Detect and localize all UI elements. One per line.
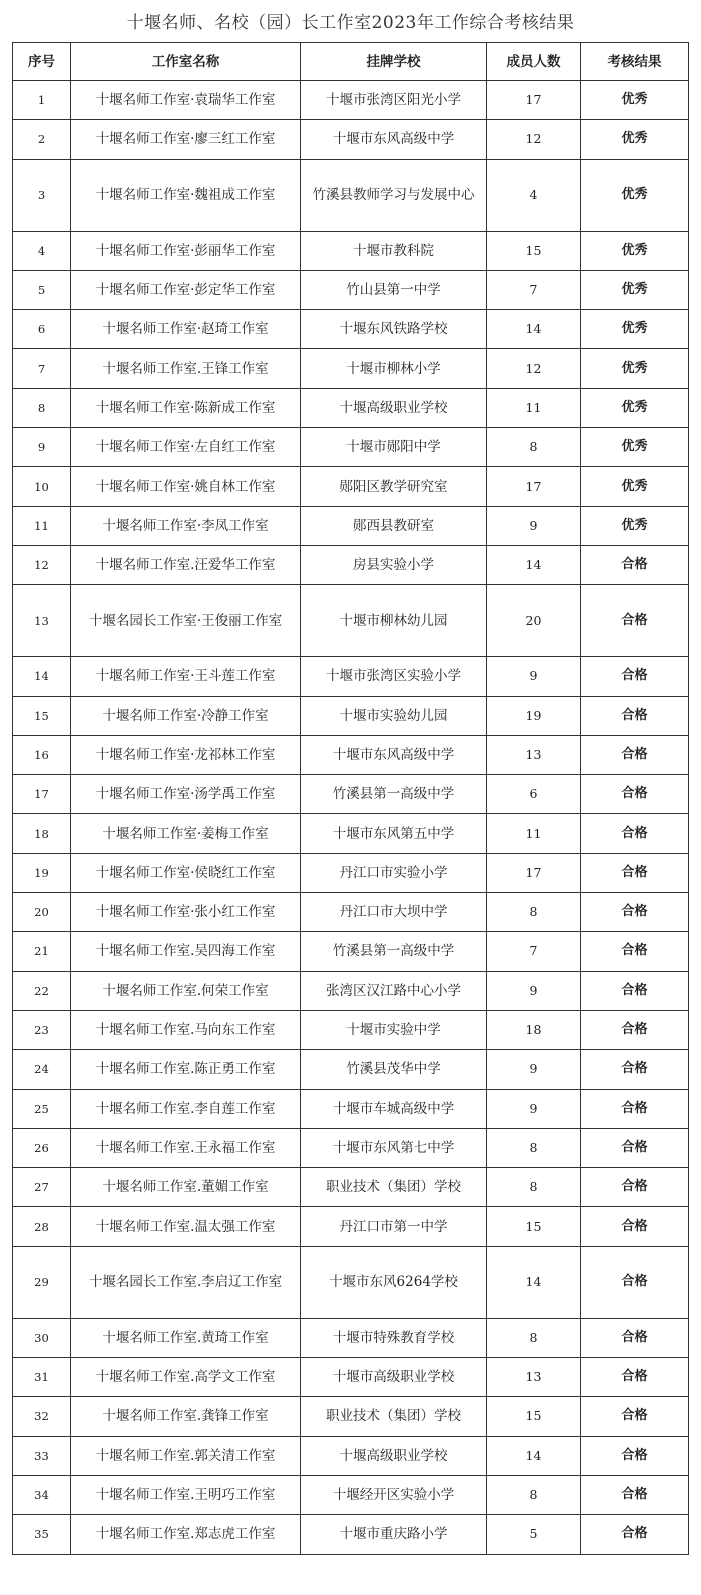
school-cell: 郧西县教研室 xyxy=(301,506,487,545)
result-cell: 合格 xyxy=(581,1515,689,1554)
row-number-cell: 5 xyxy=(13,270,71,309)
result-cell: 合格 xyxy=(581,971,689,1010)
school-cell: 十堰市东风高级中学 xyxy=(301,120,487,159)
row-number-cell: 25 xyxy=(13,1089,71,1128)
member-count-cell: 8 xyxy=(487,428,581,467)
studio-name-cell: 十堰名师工作室.黄琦工作室 xyxy=(71,1318,301,1357)
table-row xyxy=(13,81,689,120)
result-cell: 合格 xyxy=(581,696,689,735)
studio-name-cell: 十堰名师工作室.王永福工作室 xyxy=(71,1128,301,1167)
result-cell: 合格 xyxy=(581,1089,689,1128)
header-studio-name: 工作室名称 xyxy=(71,43,301,81)
member-count-cell: 9 xyxy=(487,657,581,696)
row-number-cell: 31 xyxy=(13,1358,71,1397)
result-cell: 合格 xyxy=(581,1397,689,1436)
table-row xyxy=(13,853,689,892)
header-member-count: 成员人数 xyxy=(487,43,581,81)
row-number-cell: 1 xyxy=(13,81,71,120)
studio-name-cell: 十堰名师工作室.马向东工作室 xyxy=(71,1010,301,1049)
document-title: 十堰名师、名校（园）长工作室2023年工作综合考核结果 xyxy=(126,13,575,33)
member-count-cell: 14 xyxy=(487,545,581,584)
row-number-cell: 9 xyxy=(13,428,71,467)
member-count-cell: 19 xyxy=(487,696,581,735)
row-number-cell: 20 xyxy=(13,893,71,932)
results-table xyxy=(12,42,689,1555)
studio-name-cell: 十堰名师工作室·魏祖成工作室 xyxy=(71,159,301,231)
studio-name-cell: 十堰名师工作室.王明巧工作室 xyxy=(71,1475,301,1514)
school-cell: 十堰市高级职业学校 xyxy=(301,1358,487,1397)
row-number-cell: 2 xyxy=(13,120,71,159)
studio-name-cell: 十堰名师工作室·陈新成工作室 xyxy=(71,388,301,427)
row-number-cell: 15 xyxy=(13,696,71,735)
school-cell: 竹溪县第一高级中学 xyxy=(301,932,487,971)
school-cell: 十堰市特殊教育学校 xyxy=(301,1318,487,1357)
table-row xyxy=(13,1397,689,1436)
table-row xyxy=(13,775,689,814)
row-number-cell: 8 xyxy=(13,388,71,427)
member-count-cell: 8 xyxy=(487,1475,581,1514)
table-row xyxy=(13,388,689,427)
table-row xyxy=(13,428,689,467)
school-cell: 张湾区汉江路中心小学 xyxy=(301,971,487,1010)
studio-name-cell: 十堰名园长工作室·王俊丽工作室 xyxy=(71,585,301,657)
row-number-cell: 4 xyxy=(13,231,71,270)
member-count-cell: 7 xyxy=(487,270,581,309)
result-cell: 合格 xyxy=(581,735,689,774)
result-cell: 合格 xyxy=(581,814,689,853)
member-count-cell: 17 xyxy=(487,467,581,506)
table-row xyxy=(13,696,689,735)
row-number-cell: 17 xyxy=(13,775,71,814)
row-number-cell: 16 xyxy=(13,735,71,774)
row-number-cell: 35 xyxy=(13,1515,71,1554)
member-count-cell: 6 xyxy=(487,775,581,814)
row-number-cell: 24 xyxy=(13,1050,71,1089)
school-cell: 十堰市东风第七中学 xyxy=(301,1128,487,1167)
school-cell: 竹溪县茂华中学 xyxy=(301,1050,487,1089)
school-cell: 丹江口市实验小学 xyxy=(301,853,487,892)
school-cell: 房县实验小学 xyxy=(301,545,487,584)
school-cell: 丹江口市大坝中学 xyxy=(301,893,487,932)
school-cell: 十堰市柳林小学 xyxy=(301,349,487,388)
member-count-cell: 20 xyxy=(487,585,581,657)
studio-name-cell: 十堰名师工作室·张小红工作室 xyxy=(71,893,301,932)
row-number-cell: 22 xyxy=(13,971,71,1010)
row-number-cell: 21 xyxy=(13,932,71,971)
result-cell: 合格 xyxy=(581,1168,689,1207)
row-number-cell: 32 xyxy=(13,1397,71,1436)
row-number-cell: 23 xyxy=(13,1010,71,1049)
table-header-row xyxy=(13,43,689,81)
row-number-cell: 27 xyxy=(13,1168,71,1207)
table-row xyxy=(13,231,689,270)
table-row xyxy=(13,1050,689,1089)
member-count-cell: 9 xyxy=(487,971,581,1010)
school-cell: 十堰市郧阳中学 xyxy=(301,428,487,467)
table-row xyxy=(13,1358,689,1397)
row-number-cell: 19 xyxy=(13,853,71,892)
result-cell: 合格 xyxy=(581,932,689,971)
member-count-cell: 11 xyxy=(487,388,581,427)
school-cell: 丹江口市第一中学 xyxy=(301,1207,487,1246)
school-cell: 十堰市张湾区阳光小学 xyxy=(301,81,487,120)
member-count-cell: 13 xyxy=(487,735,581,774)
result-cell: 合格 xyxy=(581,893,689,932)
result-cell: 合格 xyxy=(581,775,689,814)
studio-name-cell: 十堰名师工作室.温太强工作室 xyxy=(71,1207,301,1246)
result-cell: 合格 xyxy=(581,1207,689,1246)
studio-name-cell: 十堰名师工作室·龙祁林工作室 xyxy=(71,735,301,774)
result-cell: 合格 xyxy=(581,1128,689,1167)
school-cell: 十堰市张湾区实验小学 xyxy=(301,657,487,696)
school-cell: 竹溪县第一高级中学 xyxy=(301,775,487,814)
row-number-cell: 12 xyxy=(13,545,71,584)
result-cell: 合格 xyxy=(581,1436,689,1475)
result-cell: 合格 xyxy=(581,545,689,584)
studio-name-cell: 十堰名师工作室·姜梅工作室 xyxy=(71,814,301,853)
school-cell: 职业技术（集团）学校 xyxy=(301,1397,487,1436)
row-number-cell: 3 xyxy=(13,159,71,231)
school-cell: 十堰市东风高级中学 xyxy=(301,735,487,774)
row-number-cell: 7 xyxy=(13,349,71,388)
member-count-cell: 15 xyxy=(487,1397,581,1436)
studio-name-cell: 十堰名师工作室·侯晓红工作室 xyxy=(71,853,301,892)
result-cell: 合格 xyxy=(581,1318,689,1357)
member-count-cell: 5 xyxy=(487,1515,581,1554)
result-cell: 合格 xyxy=(581,1010,689,1049)
table-row xyxy=(13,545,689,584)
studio-name-cell: 十堰名园长工作室.李启辽工作室 xyxy=(71,1246,301,1318)
school-cell: 十堰市实验中学 xyxy=(301,1010,487,1049)
member-count-cell: 8 xyxy=(487,893,581,932)
row-number-cell: 34 xyxy=(13,1475,71,1514)
row-number-cell: 13 xyxy=(13,585,71,657)
studio-name-cell: 十堰名师工作室.董媚工作室 xyxy=(71,1168,301,1207)
table-row xyxy=(13,120,689,159)
row-number-cell: 29 xyxy=(13,1246,71,1318)
member-count-cell: 14 xyxy=(487,310,581,349)
table-row xyxy=(13,1089,689,1128)
studio-name-cell: 十堰名师工作室·赵琦工作室 xyxy=(71,310,301,349)
row-number-cell: 28 xyxy=(13,1207,71,1246)
row-number-cell: 11 xyxy=(13,506,71,545)
result-cell: 优秀 xyxy=(581,270,689,309)
row-number-cell: 30 xyxy=(13,1318,71,1357)
table-row xyxy=(13,1475,689,1514)
result-cell: 合格 xyxy=(581,1246,689,1318)
result-cell: 优秀 xyxy=(581,310,689,349)
member-count-cell: 9 xyxy=(487,1089,581,1128)
studio-name-cell: 十堰名师工作室.陈正勇工作室 xyxy=(71,1050,301,1089)
school-cell: 十堰市车城高级中学 xyxy=(301,1089,487,1128)
school-cell: 十堰经开区实验小学 xyxy=(301,1475,487,1514)
member-count-cell: 18 xyxy=(487,1010,581,1049)
studio-name-cell: 十堰名师工作室.郑志虎工作室 xyxy=(71,1515,301,1554)
row-number-cell: 14 xyxy=(13,657,71,696)
school-cell: 竹溪县教师学习与发展中心 xyxy=(301,159,487,231)
result-cell: 优秀 xyxy=(581,349,689,388)
studio-name-cell: 十堰名师工作室.龚锋工作室 xyxy=(71,1397,301,1436)
row-number-cell: 33 xyxy=(13,1436,71,1475)
member-count-cell: 9 xyxy=(487,506,581,545)
studio-name-cell: 十堰名师工作室·彭丽华工作室 xyxy=(71,231,301,270)
member-count-cell: 14 xyxy=(487,1436,581,1475)
table-row xyxy=(13,657,689,696)
table-row xyxy=(13,1436,689,1475)
result-cell: 合格 xyxy=(581,853,689,892)
member-count-cell: 8 xyxy=(487,1128,581,1167)
table-row xyxy=(13,310,689,349)
result-cell: 优秀 xyxy=(581,159,689,231)
school-cell: 十堰市教科院 xyxy=(301,231,487,270)
school-cell: 十堰市东风6264学校 xyxy=(301,1246,487,1318)
studio-name-cell: 十堰名师工作室.李自莲工作室 xyxy=(71,1089,301,1128)
member-count-cell: 11 xyxy=(487,814,581,853)
table-row xyxy=(13,1128,689,1167)
table-row xyxy=(13,1010,689,1049)
school-cell: 十堰市东风第五中学 xyxy=(301,814,487,853)
school-cell: 十堰市实验幼儿园 xyxy=(301,696,487,735)
school-cell: 职业技术（集团）学校 xyxy=(301,1168,487,1207)
studio-name-cell: 十堰名师工作室·李凤工作室 xyxy=(71,506,301,545)
table-row xyxy=(13,1246,689,1318)
member-count-cell: 17 xyxy=(487,81,581,120)
member-count-cell: 15 xyxy=(487,231,581,270)
member-count-cell: 17 xyxy=(487,853,581,892)
school-cell: 十堰市柳林幼儿园 xyxy=(301,585,487,657)
table-row xyxy=(13,893,689,932)
studio-name-cell: 十堰名师工作室·廖三红工作室 xyxy=(71,120,301,159)
member-count-cell: 13 xyxy=(487,1358,581,1397)
result-cell: 优秀 xyxy=(581,467,689,506)
result-cell: 优秀 xyxy=(581,231,689,270)
studio-name-cell: 十堰名师工作室.汪爱华工作室 xyxy=(71,545,301,584)
result-cell: 优秀 xyxy=(581,388,689,427)
result-cell: 合格 xyxy=(581,1050,689,1089)
school-cell: 十堰市重庆路小学 xyxy=(301,1515,487,1554)
member-count-cell: 7 xyxy=(487,932,581,971)
header-no: 序号 xyxy=(13,43,71,81)
studio-name-cell: 十堰名师工作室·王斗莲工作室 xyxy=(71,657,301,696)
table-row xyxy=(13,1207,689,1246)
member-count-cell: 8 xyxy=(487,1168,581,1207)
member-count-cell: 9 xyxy=(487,1050,581,1089)
studio-name-cell: 十堰名师工作室.吴四海工作室 xyxy=(71,932,301,971)
school-cell: 十堰东风铁路学校 xyxy=(301,310,487,349)
table-body xyxy=(13,81,689,1555)
studio-name-cell: 十堰名师工作室·左自红工作室 xyxy=(71,428,301,467)
member-count-cell: 12 xyxy=(487,120,581,159)
studio-name-cell: 十堰名师工作室.何荣工作室 xyxy=(71,971,301,1010)
table-row xyxy=(13,506,689,545)
member-count-cell: 15 xyxy=(487,1207,581,1246)
school-cell: 竹山县第一中学 xyxy=(301,270,487,309)
school-cell: 十堰高级职业学校 xyxy=(301,388,487,427)
header-school: 挂牌学校 xyxy=(301,43,487,81)
result-cell: 优秀 xyxy=(581,506,689,545)
studio-name-cell: 十堰名师工作室·彭定华工作室 xyxy=(71,270,301,309)
row-number-cell: 6 xyxy=(13,310,71,349)
header-result: 考核结果 xyxy=(581,43,689,81)
member-count-cell: 14 xyxy=(487,1246,581,1318)
result-cell: 优秀 xyxy=(581,81,689,120)
row-number-cell: 26 xyxy=(13,1128,71,1167)
result-cell: 合格 xyxy=(581,585,689,657)
table-row xyxy=(13,270,689,309)
table-row xyxy=(13,932,689,971)
studio-name-cell: 十堰名师工作室.高学文工作室 xyxy=(71,1358,301,1397)
table-row xyxy=(13,585,689,657)
result-cell: 合格 xyxy=(581,657,689,696)
result-cell: 合格 xyxy=(581,1475,689,1514)
table-row xyxy=(13,467,689,506)
studio-name-cell: 十堰名师工作室.郭关清工作室 xyxy=(71,1436,301,1475)
table-row xyxy=(13,159,689,231)
row-number-cell: 10 xyxy=(13,467,71,506)
result-cell: 优秀 xyxy=(581,120,689,159)
table-row xyxy=(13,814,689,853)
member-count-cell: 4 xyxy=(487,159,581,231)
table-row xyxy=(13,1318,689,1357)
member-count-cell: 8 xyxy=(487,1318,581,1357)
table-row xyxy=(13,735,689,774)
result-cell: 优秀 xyxy=(581,428,689,467)
table-row xyxy=(13,1515,689,1554)
school-cell: 十堰高级职业学校 xyxy=(301,1436,487,1475)
member-count-cell: 12 xyxy=(487,349,581,388)
row-number-cell: 18 xyxy=(13,814,71,853)
studio-name-cell: 十堰名师工作室·姚自林工作室 xyxy=(71,467,301,506)
studio-name-cell: 十堰名师工作室·冷静工作室 xyxy=(71,696,301,735)
studio-name-cell: 十堰名师工作室·汤学禹工作室 xyxy=(71,775,301,814)
studio-name-cell: 十堰名师工作室.王锋工作室 xyxy=(71,349,301,388)
table-row xyxy=(13,971,689,1010)
studio-name-cell: 十堰名师工作室·袁瑞华工作室 xyxy=(71,81,301,120)
table-row xyxy=(13,1168,689,1207)
table-row xyxy=(13,349,689,388)
school-cell: 郧阳区教学研究室 xyxy=(301,467,487,506)
result-cell: 合格 xyxy=(581,1358,689,1397)
